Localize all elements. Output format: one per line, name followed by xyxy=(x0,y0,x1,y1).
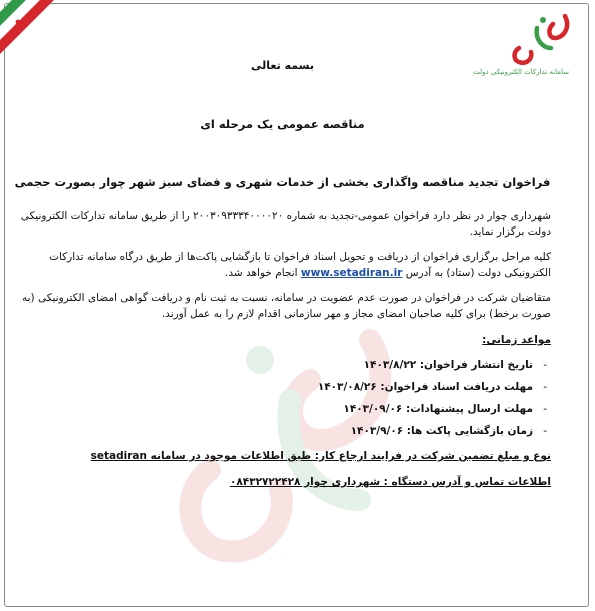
iran-flag-ribbon-icon xyxy=(0,0,60,60)
registration-paragraph: متقاضیان شرکت در فراخوان در صورت عدم عضویت در سامانه، نسبت به ثبت نام و دریافت گواهی امضای الکترونیکی (به صورت برخط) برای کلیه صاحبان امضای مجاز و مهر سازمانی اقدام لازم را به عمل آورند. xyxy=(21,292,551,320)
logo-brand-text: سامانه تدارکات الکترونیکی دولت xyxy=(473,68,569,76)
intro-paragraph: شهرداری چوار در نظر دارد فراخوان عمومی-تجدید به شماره ۲۰۰۳۰۹۳۳۳۴۰۰۰۰۲۰ را از طریق سامانه تدارکات الکترونیکی دولت برگزار نماید. xyxy=(20,210,551,238)
announcement-body xyxy=(14,58,551,490)
basmala: بسمه تعالی xyxy=(251,59,314,72)
guarantee-system: setadiran xyxy=(90,450,147,462)
schedule-title: مواعد زمانی: xyxy=(482,334,551,346)
schedule-docs-deadline: - مهلت دریافت اسناد فراخوان: ۱۴۰۳/۰۸/۲۶ xyxy=(14,376,533,398)
setadiran-link[interactable]: www.setadiran.ir xyxy=(300,267,403,279)
schedule-publish-date: - تاریخ انتشار فراخوان: ۱۴۰۳/۸/۲۲ xyxy=(14,354,533,376)
schedule-submit-deadline: - مهلت ارسال پیشنهادات: ۱۴۰۳/۰۹/۰۶ xyxy=(14,398,533,420)
procedure-text: کلیه مراحل برگزاری فراخوان از دریافت و تحویل اسناد فراخوان تا بازگشایی پاکت‌ها از طریق درگاه سامانه تدارکات الکترونیکی دولت (ستاد) به آدرس xyxy=(49,251,551,279)
guarantee-text: نوع و مبلغ تضمین شرکت در فرایند ارجاع کار: طبق اطلاعات موجود در سامانه xyxy=(147,450,551,462)
procedure-paragraph xyxy=(14,249,551,281)
guarantee-line xyxy=(14,448,551,464)
contact-info: اطلاعات تماس و آدرس دستگاه : شهرداری چوار ۰۸۴۳۲۷۲۲۴۲۸ xyxy=(229,476,551,488)
tender-type-heading: مناقصه عمومی یک مرحله ای xyxy=(200,117,365,131)
schedule-list xyxy=(14,354,551,442)
schedule-opening-date: - زمان بازگشایی پاکت ها: ۱۴۰۳/۹/۰۶ xyxy=(14,420,533,442)
procedure-text-end: انجام خواهد شد. xyxy=(225,267,301,279)
announcement-title: فراخوان تجدید مناقصه واگذاری بخشی از خدمات شهری و فضای سبز شهر چوار بصورت حجمی xyxy=(14,175,551,189)
